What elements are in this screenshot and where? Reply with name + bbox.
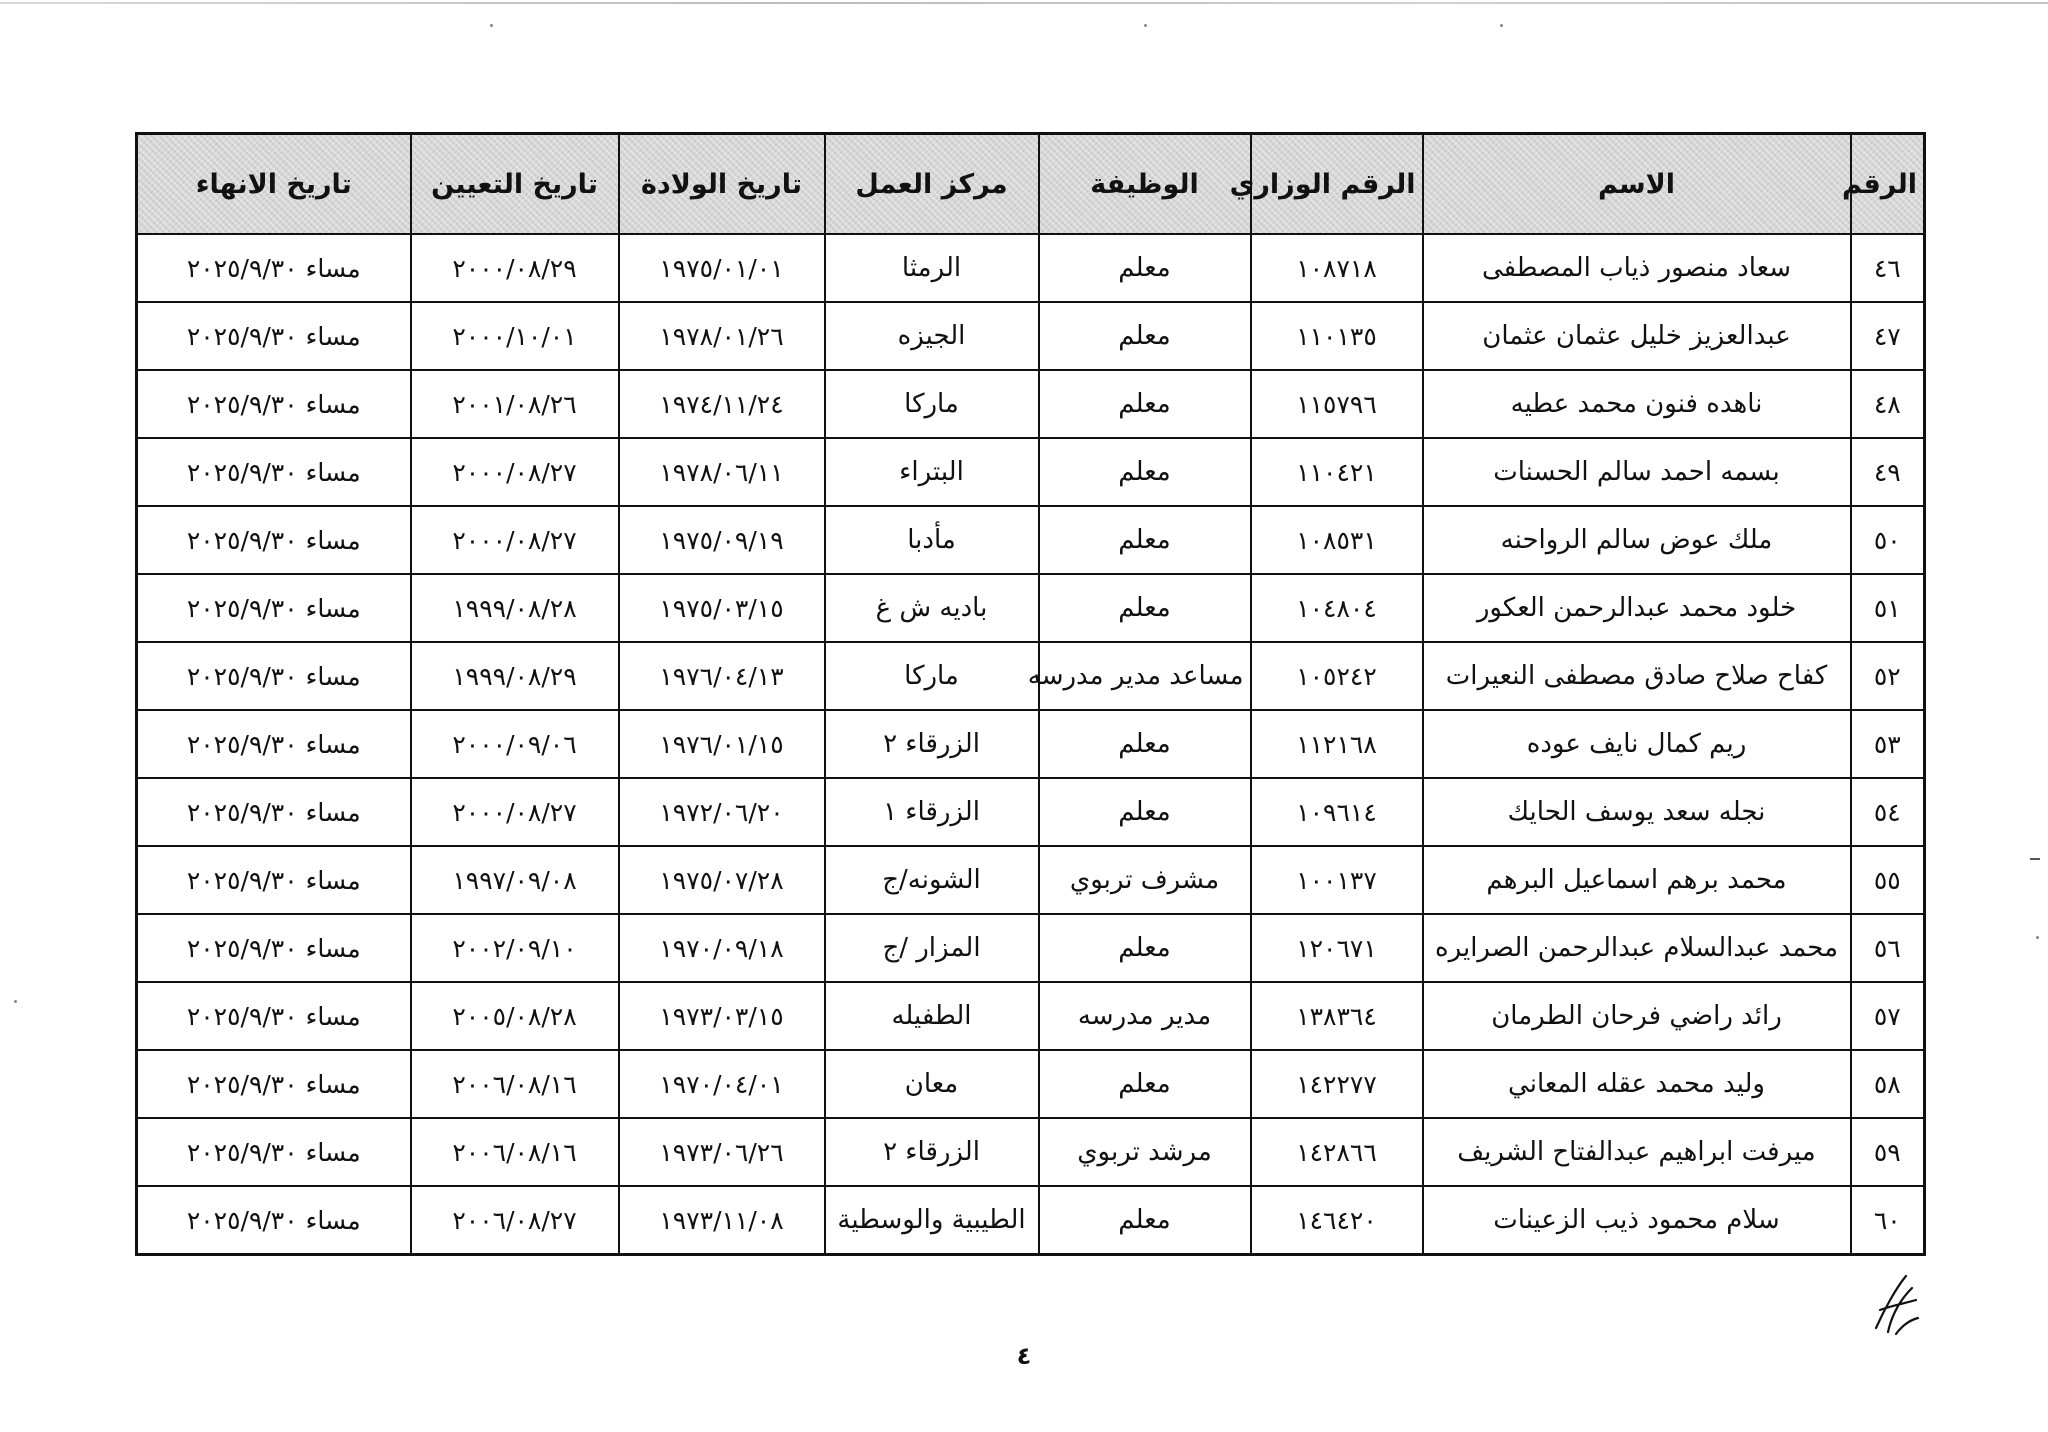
cell-no: ٥٨ xyxy=(1851,1050,1925,1118)
cell-appointment-date: ٢٠٠٠/٠٨/٢٩ xyxy=(411,234,619,302)
scan-speck xyxy=(1144,24,1147,27)
cell-birth-date: ١٩٧٥/٠٩/١٩ xyxy=(619,506,825,574)
cell-work-center: الزرقاء ١ xyxy=(825,778,1039,846)
cell-birth-date: ١٩٧٨/٠٦/١١ xyxy=(619,438,825,506)
cell-job: معلم xyxy=(1039,574,1251,642)
cell-no: ٦٠ xyxy=(1851,1186,1925,1255)
table-row xyxy=(137,370,1925,438)
cell-birth-date: ١٩٧٣/٠٦/٢٦ xyxy=(619,1118,825,1186)
cell-ministry-no: ١٣٨٣٦٤ xyxy=(1251,982,1423,1050)
cell-no: ٤٦ xyxy=(1851,234,1925,302)
cell-birth-date: ١٩٧٢/٠٦/٢٠ xyxy=(619,778,825,846)
cell-work-center: الرمثا xyxy=(825,234,1039,302)
page-number: ٤ xyxy=(1016,1342,1032,1370)
cell-birth-date: ١٩٧٠/٠٩/١٨ xyxy=(619,914,825,982)
table-header-row xyxy=(137,134,1925,235)
header-no: الرقم xyxy=(1851,134,1925,235)
cell-job: معلم xyxy=(1039,710,1251,778)
cell-job: مرشد تربوي xyxy=(1039,1118,1251,1186)
table-row xyxy=(137,574,1925,642)
cell-job: معلم xyxy=(1039,234,1251,302)
table-row xyxy=(137,982,1925,1050)
cell-birth-date: ١٩٧٣/٠٣/١٥ xyxy=(619,982,825,1050)
table-row xyxy=(137,506,1925,574)
table-row xyxy=(137,778,1925,846)
cell-appointment-date: ٢٠٠٦/٠٨/١٦ xyxy=(411,1050,619,1118)
cell-ministry-no: ١٠٤٨٠٤ xyxy=(1251,574,1423,642)
cell-work-center: ماركا xyxy=(825,370,1039,438)
cell-birth-date: ١٩٧٥/٠٧/٢٨ xyxy=(619,846,825,914)
cell-no: ٥٧ xyxy=(1851,982,1925,1050)
cell-birth-date: ١٩٧٣/١١/٠٨ xyxy=(619,1186,825,1255)
cell-no: ٥٦ xyxy=(1851,914,1925,982)
employee-table xyxy=(135,132,1926,1256)
cell-appointment-date: ٢٠٠٦/٠٨/٢٧ xyxy=(411,1186,619,1255)
cell-name: وليد محمد عقله المعاني xyxy=(1423,1050,1851,1118)
cell-birth-date: ١٩٧٥/٠٣/١٥ xyxy=(619,574,825,642)
cell-appointment-date: ٢٠٠٦/٠٨/١٦ xyxy=(411,1118,619,1186)
cell-appointment-date: ٢٠٠٢/٠٩/١٠ xyxy=(411,914,619,982)
cell-name: محمد برهم اسماعيل البرهم xyxy=(1423,846,1851,914)
cell-ministry-no: ١٠٠١٣٧ xyxy=(1251,846,1423,914)
cell-no: ٥٢ xyxy=(1851,642,1925,710)
table-row xyxy=(137,1050,1925,1118)
cell-ministry-no: ١١٠١٣٥ xyxy=(1251,302,1423,370)
cell-job: معلم xyxy=(1039,506,1251,574)
cell-work-center: الجيزه xyxy=(825,302,1039,370)
cell-ministry-no: ١٠٩٦١٤ xyxy=(1251,778,1423,846)
cell-ministry-no: ١٠٨٥٣١ xyxy=(1251,506,1423,574)
cell-job: معلم xyxy=(1039,302,1251,370)
scan-mark xyxy=(2030,858,2040,860)
cell-work-center: الطيبية والوسطية xyxy=(825,1186,1039,1255)
cell-appointment-date: ١٩٩٩/٠٨/٢٩ xyxy=(411,642,619,710)
table-row xyxy=(137,710,1925,778)
cell-appointment-date: ٢٠٠٠/٠٩/٠٦ xyxy=(411,710,619,778)
cell-ministry-no: ١٠٨٧١٨ xyxy=(1251,234,1423,302)
cell-ministry-no: ١٠٥٢٤٢ xyxy=(1251,642,1423,710)
cell-appointment-date: ٢٠٠٠/٠٨/٢٧ xyxy=(411,778,619,846)
table-row xyxy=(137,642,1925,710)
cell-end-date: مساء ٢٠٢٥/٩/٣٠ xyxy=(137,914,411,982)
cell-job: معلم xyxy=(1039,778,1251,846)
cell-name: رائد راضي فرحان الطرمان xyxy=(1423,982,1851,1050)
cell-no: ٤٨ xyxy=(1851,370,1925,438)
cell-birth-date: ١٩٧٨/٠١/٢٦ xyxy=(619,302,825,370)
cell-end-date: مساء ٢٠٢٥/٩/٣٠ xyxy=(137,1186,411,1255)
cell-job: معلم xyxy=(1039,1186,1251,1255)
scan-speck xyxy=(1500,24,1503,27)
cell-name: ناهده فنون محمد عطيه xyxy=(1423,370,1851,438)
cell-appointment-date: ١٩٩٩/٠٨/٢٨ xyxy=(411,574,619,642)
cell-no: ٤٩ xyxy=(1851,438,1925,506)
header-ministry-no: الرقم الوزاري xyxy=(1251,134,1423,235)
cell-end-date: مساء ٢٠٢٥/٩/٣٠ xyxy=(137,846,411,914)
cell-no: ٥١ xyxy=(1851,574,1925,642)
cell-name: سلام محمود ذيب الزعينات xyxy=(1423,1186,1851,1255)
cell-end-date: مساء ٢٠٢٥/٩/٣٠ xyxy=(137,506,411,574)
header-name: الاسم xyxy=(1423,134,1851,235)
cell-appointment-date: ٢٠٠٠/٠٨/٢٧ xyxy=(411,438,619,506)
cell-name: ريم كمال نايف عوده xyxy=(1423,710,1851,778)
cell-birth-date: ١٩٧٦/٠١/١٥ xyxy=(619,710,825,778)
cell-end-date: مساء ٢٠٢٥/٩/٣٠ xyxy=(137,234,411,302)
cell-end-date: مساء ٢٠٢٥/٩/٣٠ xyxy=(137,982,411,1050)
cell-work-center: المزار /ج xyxy=(825,914,1039,982)
header-job: الوظيفة xyxy=(1039,134,1251,235)
cell-work-center: باديه ش غ xyxy=(825,574,1039,642)
scan-speck xyxy=(14,1000,17,1003)
cell-no: ٥٣ xyxy=(1851,710,1925,778)
cell-no: ٥٩ xyxy=(1851,1118,1925,1186)
cell-work-center: البتراء xyxy=(825,438,1039,506)
cell-birth-date: ١٩٧٥/٠١/٠١ xyxy=(619,234,825,302)
cell-ministry-no: ١٤٢٢٧٧ xyxy=(1251,1050,1423,1118)
table-row xyxy=(137,1186,1925,1255)
scan-speck xyxy=(490,24,493,27)
cell-end-date: مساء ٢٠٢٥/٩/٣٠ xyxy=(137,370,411,438)
header-work-center: مركز العمل xyxy=(825,134,1039,235)
cell-no: ٤٧ xyxy=(1851,302,1925,370)
cell-name: خلود محمد عبدالرحمن العكور xyxy=(1423,574,1851,642)
cell-name: محمد عبدالسلام عبدالرحمن الصرايره xyxy=(1423,914,1851,982)
cell-ministry-no: ١١٥٧٩٦ xyxy=(1251,370,1423,438)
cell-job: معلم xyxy=(1039,1050,1251,1118)
cell-end-date: مساء ٢٠٢٥/٩/٣٠ xyxy=(137,710,411,778)
cell-birth-date: ١٩٧٠/٠٤/٠١ xyxy=(619,1050,825,1118)
cell-end-date: مساء ٢٠٢٥/٩/٣٠ xyxy=(137,778,411,846)
table-row xyxy=(137,234,1925,302)
cell-name: نجله سعد يوسف الحايك xyxy=(1423,778,1851,846)
cell-end-date: مساء ٢٠٢٥/٩/٣٠ xyxy=(137,438,411,506)
cell-end-date: مساء ٢٠٢٥/٩/٣٠ xyxy=(137,302,411,370)
cell-appointment-date: ١٩٩٧/٠٩/٠٨ xyxy=(411,846,619,914)
cell-name: سعاد منصور ذياب المصطفى xyxy=(1423,234,1851,302)
cell-birth-date: ١٩٧٦/٠٤/١٣ xyxy=(619,642,825,710)
cell-work-center: الزرقاء ٢ xyxy=(825,710,1039,778)
cell-end-date: مساء ٢٠٢٥/٩/٣٠ xyxy=(137,642,411,710)
cell-ministry-no: ١١٢١٦٨ xyxy=(1251,710,1423,778)
cell-job: معلم xyxy=(1039,438,1251,506)
header-end-date: تاريخ الانهاء xyxy=(137,134,411,235)
cell-appointment-date: ٢٠٠٥/٠٨/٢٨ xyxy=(411,982,619,1050)
cell-name: بسمه احمد سالم الحسنات xyxy=(1423,438,1851,506)
cell-appointment-date: ٢٠٠٠/٠٨/٢٧ xyxy=(411,506,619,574)
header-appointment-date: تاريخ التعيين xyxy=(411,134,619,235)
cell-ministry-no: ١٤٦٤٢٠ xyxy=(1251,1186,1423,1255)
cell-end-date: مساء ٢٠٢٥/٩/٣٠ xyxy=(137,574,411,642)
cell-work-center: الطفيله xyxy=(825,982,1039,1050)
cell-name: عبدالعزيز خليل عثمان عثمان xyxy=(1423,302,1851,370)
cell-work-center: ماركا xyxy=(825,642,1039,710)
cell-job: مساعد مدير مدرسه xyxy=(1039,642,1251,710)
cell-work-center: الشونه/ج xyxy=(825,846,1039,914)
cell-ministry-no: ١١٠٤٢١ xyxy=(1251,438,1423,506)
cell-job: مدير مدرسه xyxy=(1039,982,1251,1050)
table-row xyxy=(137,302,1925,370)
cell-job: معلم xyxy=(1039,370,1251,438)
cell-work-center: الزرقاء ٢ xyxy=(825,1118,1039,1186)
cell-appointment-date: ٢٠٠٠/١٠/٠١ xyxy=(411,302,619,370)
cell-name: كفاح صلاح صادق مصطفى النعيرات xyxy=(1423,642,1851,710)
signature-mark xyxy=(1866,1270,1924,1340)
cell-ministry-no: ١٤٢٨٦٦ xyxy=(1251,1118,1423,1186)
cell-appointment-date: ٢٠٠١/٠٨/٢٦ xyxy=(411,370,619,438)
table-row xyxy=(137,846,1925,914)
scan-edge-line xyxy=(0,2,2048,4)
cell-end-date: مساء ٢٠٢٥/٩/٣٠ xyxy=(137,1118,411,1186)
scan-speck xyxy=(2036,936,2039,939)
cell-birth-date: ١٩٧٤/١١/٢٤ xyxy=(619,370,825,438)
cell-name: ميرفت ابراهيم عبدالفتاح الشريف xyxy=(1423,1118,1851,1186)
header-birth-date: تاريخ الولادة xyxy=(619,134,825,235)
cell-ministry-no: ١٢٠٦٧١ xyxy=(1251,914,1423,982)
cell-name: ملك عوض سالم الرواحنه xyxy=(1423,506,1851,574)
cell-job: مشرف تربوي xyxy=(1039,846,1251,914)
table-row xyxy=(137,438,1925,506)
cell-work-center: مأدبا xyxy=(825,506,1039,574)
table-row xyxy=(137,1118,1925,1186)
cell-no: ٥٤ xyxy=(1851,778,1925,846)
cell-no: ٥٠ xyxy=(1851,506,1925,574)
cell-end-date: مساء ٢٠٢٥/٩/٣٠ xyxy=(137,1050,411,1118)
cell-no: ٥٥ xyxy=(1851,846,1925,914)
table-row xyxy=(137,914,1925,982)
cell-job: معلم xyxy=(1039,914,1251,982)
cell-work-center: معان xyxy=(825,1050,1039,1118)
